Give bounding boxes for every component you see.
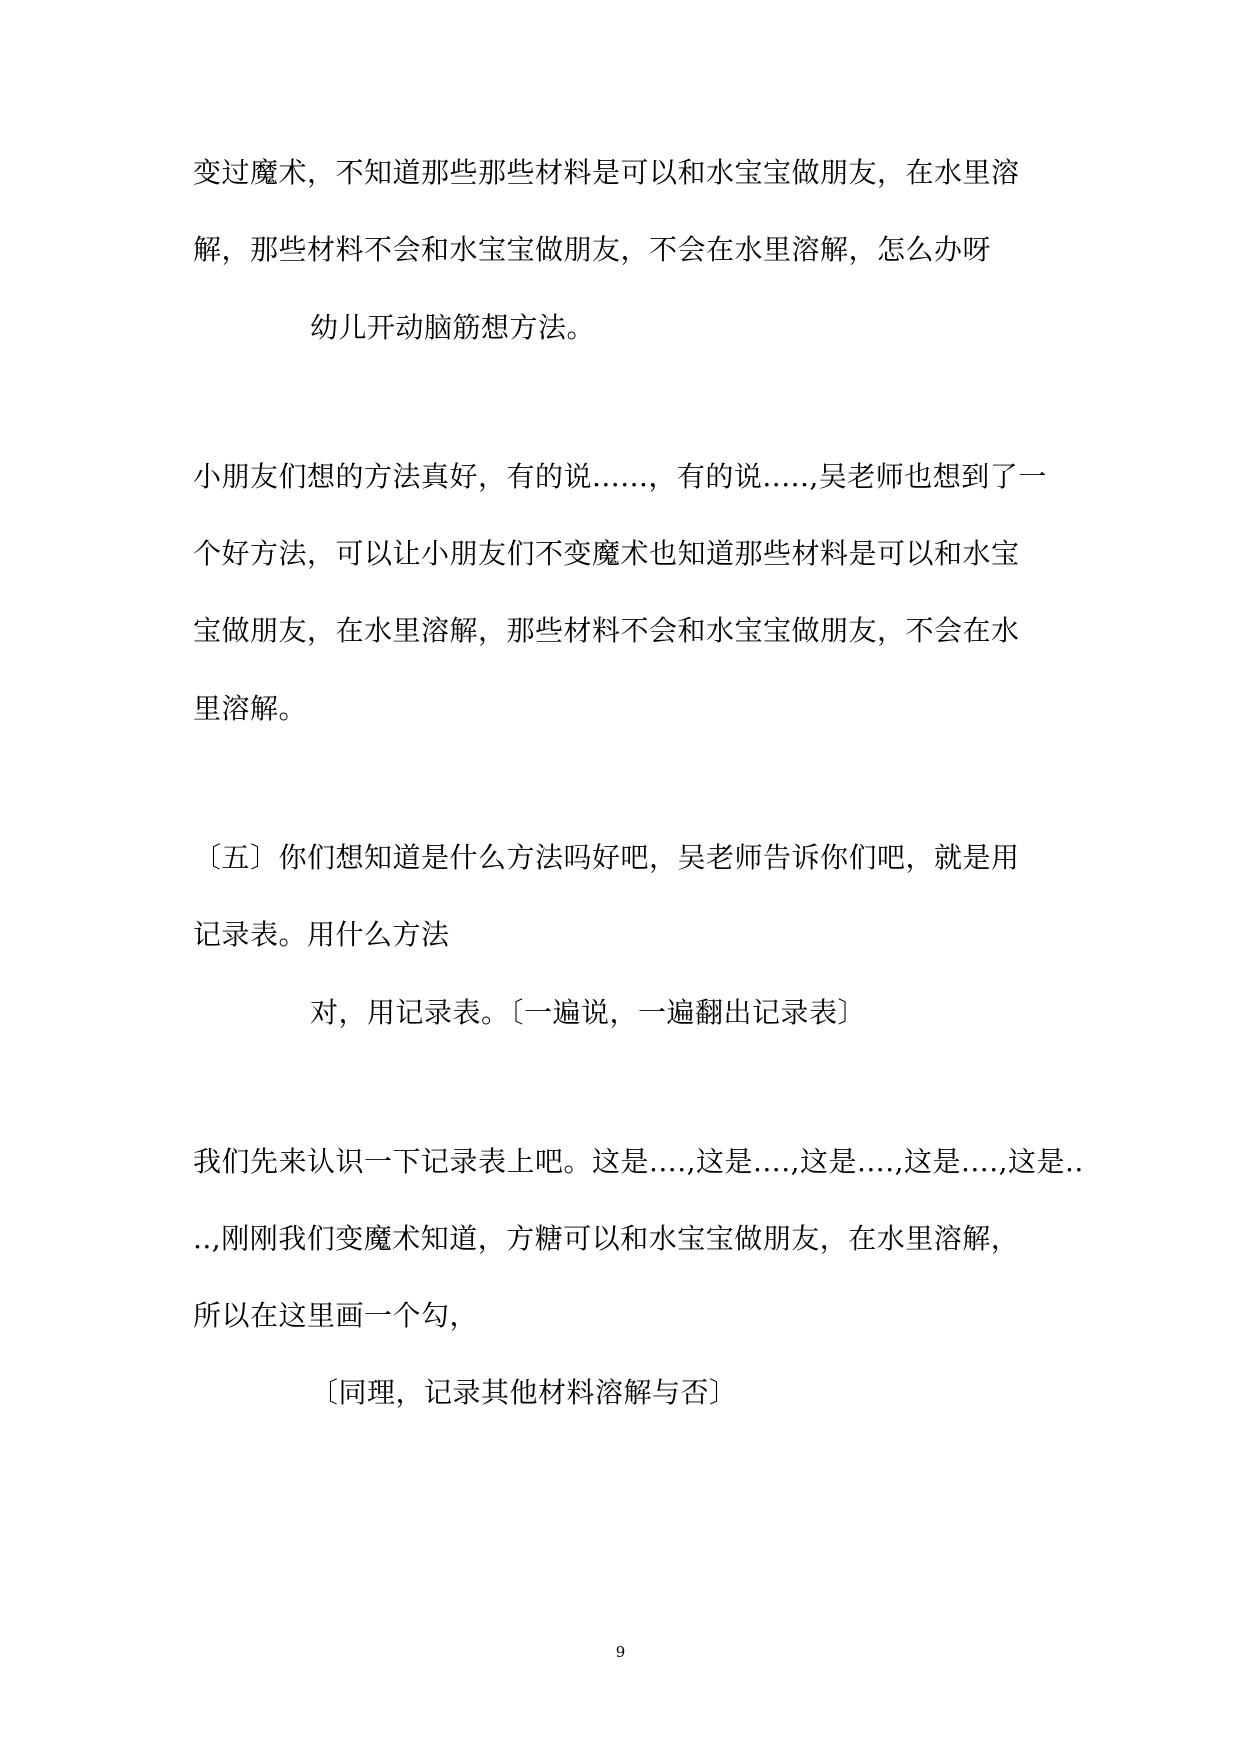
text-line-2: 解，那些材料不会和水宝宝做朋友，不会在水里溶解，怎么办呀	[193, 233, 992, 266]
text-line-12: ..,刚刚我们变魔术知道，方糖可以和水宝宝做朋友，在水里溶解，	[193, 1222, 1020, 1255]
text-line-9: 记录表。用什么方法	[193, 918, 450, 951]
text-line-7: 里溶解。	[193, 692, 308, 725]
text-line-5: 个好方法，可以让小朋友们不变魔术也知道那些材料是可以和水宝	[193, 537, 1020, 570]
page-number: 9	[615, 1643, 626, 1661]
text-line-1: 变过魔术，不知道那些那些材料是可以和水宝宝做朋友，在水里溶	[193, 156, 1020, 189]
text-line-8: 〔五〕你们想知道是什么方法吗好吧，吴老师告诉你们吧，就是用	[193, 841, 1020, 874]
text-line-10: 对，用记录表。〔一遍说，一遍翻出记录表〕	[310, 996, 867, 1029]
text-line-13: 所以在这里画一个勾，	[193, 1299, 479, 1332]
text-line-14: 〔同理，记录其他材料溶解与否〕	[310, 1376, 738, 1409]
text-line-3: 幼儿开动脑筋想方法。	[310, 311, 596, 344]
text-line-6: 宝做朋友，在水里溶解，那些材料不会和水宝宝做朋友，不会在水	[193, 614, 1020, 647]
text-line-11: 我们先来认识一下记录表上吧。这是....,这是....,这是....,这是....,这是..	[193, 1145, 1084, 1178]
text-line-4: 小朋友们想的方法真好，有的说......，有的说.....,吴老师也想到了一	[193, 460, 1047, 493]
